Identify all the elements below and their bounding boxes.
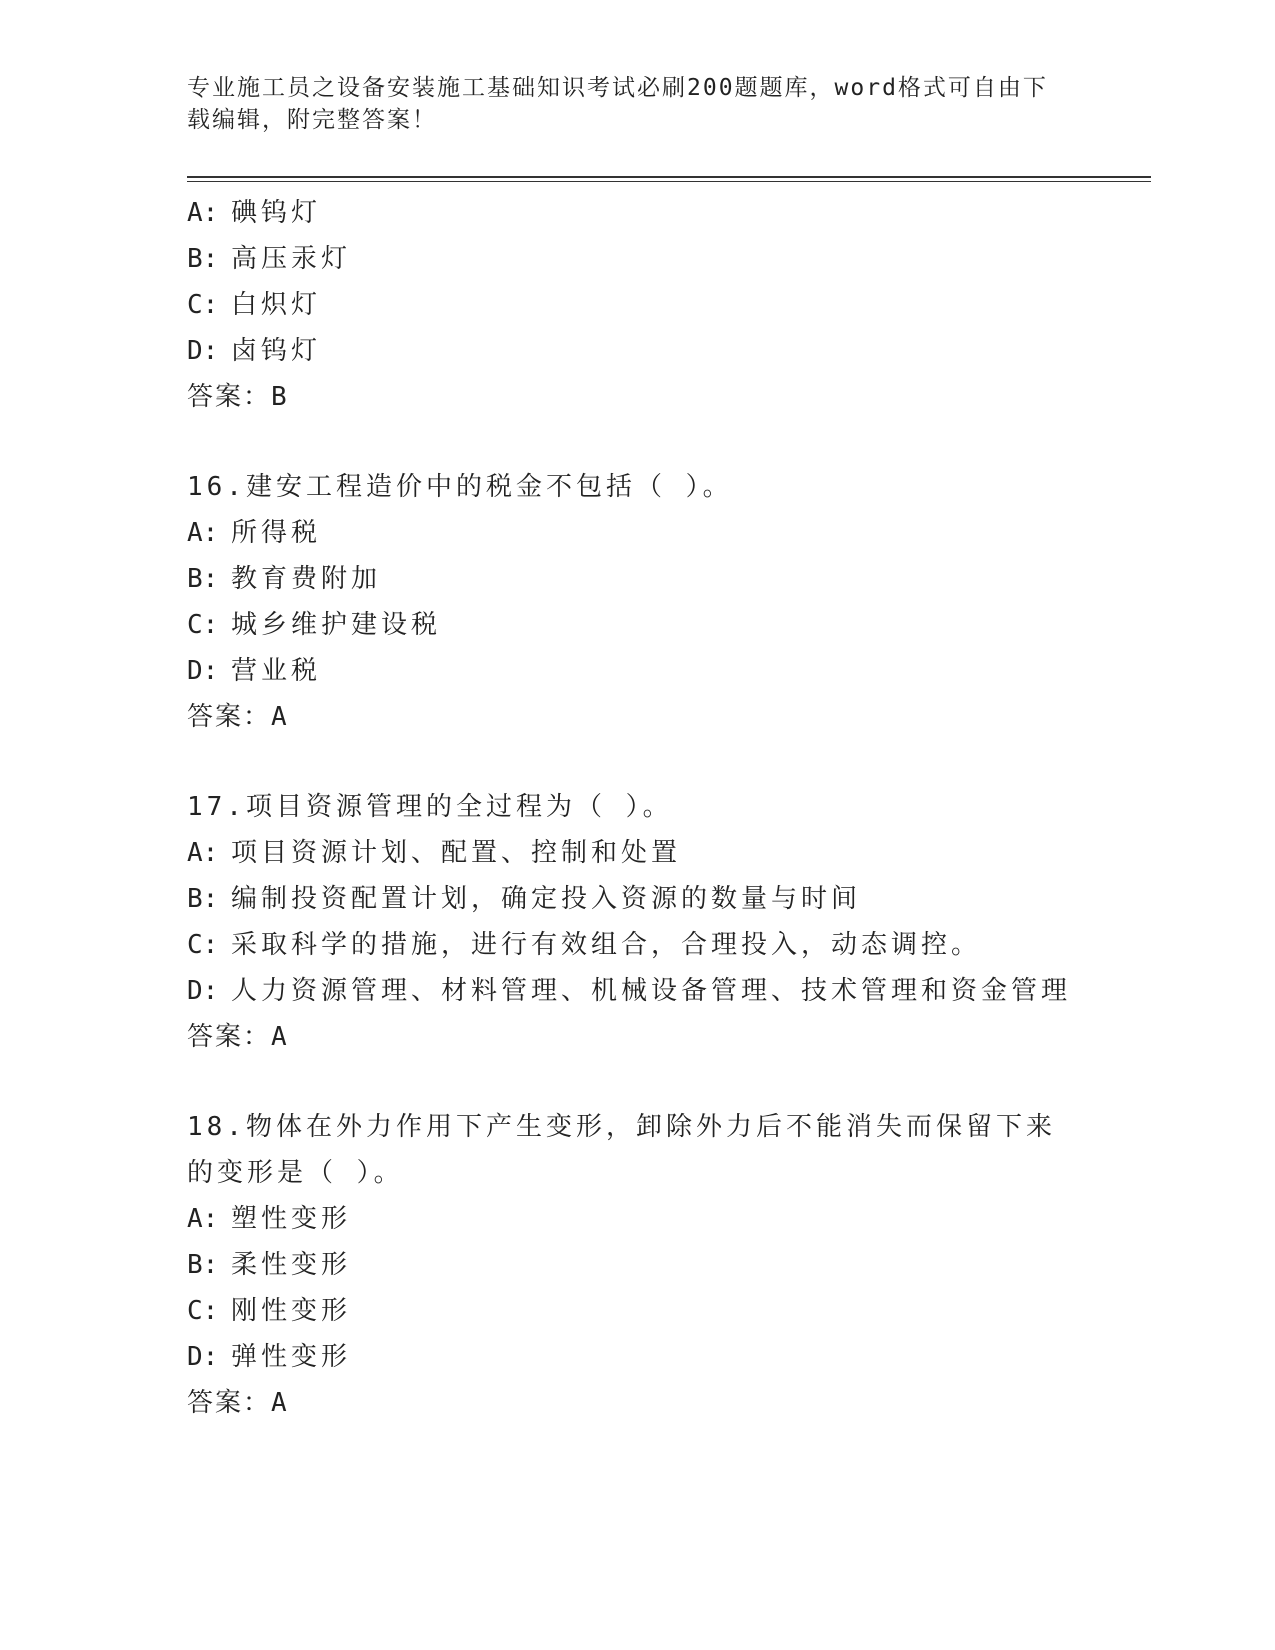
option-text: 教育费附加 <box>231 564 382 594</box>
option-key: C: <box>187 1296 219 1326</box>
option-key: D: <box>187 976 219 1006</box>
option-b <box>187 236 1087 282</box>
option-key: A: <box>187 838 219 868</box>
option-c <box>187 282 1087 328</box>
option-text: 所得税 <box>231 518 322 548</box>
option-text: 人力资源管理、材料管理、机械设备管理、技术管理和资金管理 <box>231 976 1072 1006</box>
document-header: 专业施工员之设备安装施工基础知识考试必刷200题题库，word格式可自由下载编辑，附完整答案！ <box>187 75 1048 133</box>
option-d <box>187 1334 1087 1380</box>
answer-line: 答案：B <box>187 382 289 412</box>
option-d <box>187 328 1087 374</box>
option-a <box>187 190 1087 236</box>
option-key: C: <box>187 610 219 640</box>
question-title: 18.物体在外力作用下产生变形，卸除外力后不能消失而保留下来的变形是（ ）。 <box>187 1112 1056 1188</box>
option-key: B: <box>187 244 219 274</box>
option-a <box>187 1196 1087 1242</box>
question-16 <box>187 464 1087 740</box>
option-text: 弹性变形 <box>231 1342 352 1372</box>
answer-line: 答案：A <box>187 702 289 732</box>
answer-line: 答案：A <box>187 1388 289 1418</box>
question-18 <box>187 1104 1087 1426</box>
option-key: A: <box>187 518 219 548</box>
option-text: 城乡维护建设税 <box>231 610 442 640</box>
option-key: A: <box>187 1204 219 1234</box>
option-key: B: <box>187 884 219 914</box>
option-text: 项目资源计划、配置、控制和处置 <box>231 838 682 868</box>
option-a <box>187 510 1087 556</box>
question-title: 17.项目资源管理的全过程为（ ）。 <box>187 792 673 822</box>
question-17 <box>187 784 1087 1060</box>
spacer <box>187 740 1087 784</box>
question-list <box>187 190 1087 1426</box>
option-d <box>187 648 1087 694</box>
option-b <box>187 556 1087 602</box>
spacer <box>187 420 1087 464</box>
option-key: D: <box>187 656 219 686</box>
option-b <box>187 876 1087 922</box>
option-text: 刚性变形 <box>231 1296 352 1326</box>
option-key: C: <box>187 930 219 960</box>
option-key: B: <box>187 1250 219 1280</box>
option-b <box>187 1242 1087 1288</box>
option-text: 卤钨灯 <box>231 336 322 366</box>
option-d <box>187 968 1087 1014</box>
option-text: 塑性变形 <box>231 1204 352 1234</box>
header-divider-thin <box>187 181 1151 182</box>
option-key: D: <box>187 336 219 366</box>
option-text: 白炽灯 <box>231 290 322 320</box>
option-c <box>187 1288 1087 1334</box>
header-divider-thick <box>187 176 1151 178</box>
option-text: 柔性变形 <box>231 1250 352 1280</box>
spacer <box>187 1060 1087 1104</box>
option-key: A: <box>187 198 219 228</box>
option-key: B: <box>187 564 219 594</box>
option-c <box>187 922 1087 968</box>
option-text: 营业税 <box>231 656 322 686</box>
answer-line: 答案：A <box>187 1022 289 1052</box>
question-title: 16.建安工程造价中的税金不包括（ ）。 <box>187 472 733 502</box>
option-key: D: <box>187 1342 219 1372</box>
option-text: 高压汞灯 <box>231 244 352 274</box>
option-text: 采取科学的措施，进行有效组合，合理投入，动态调控。 <box>231 930 982 960</box>
option-a <box>187 830 1087 876</box>
option-c <box>187 602 1087 648</box>
option-text: 编制投资配置计划，确定投入资源的数量与时间 <box>231 884 862 914</box>
option-key: C: <box>187 290 219 320</box>
option-text: 碘钨灯 <box>231 198 322 228</box>
question-continued <box>187 190 1087 420</box>
